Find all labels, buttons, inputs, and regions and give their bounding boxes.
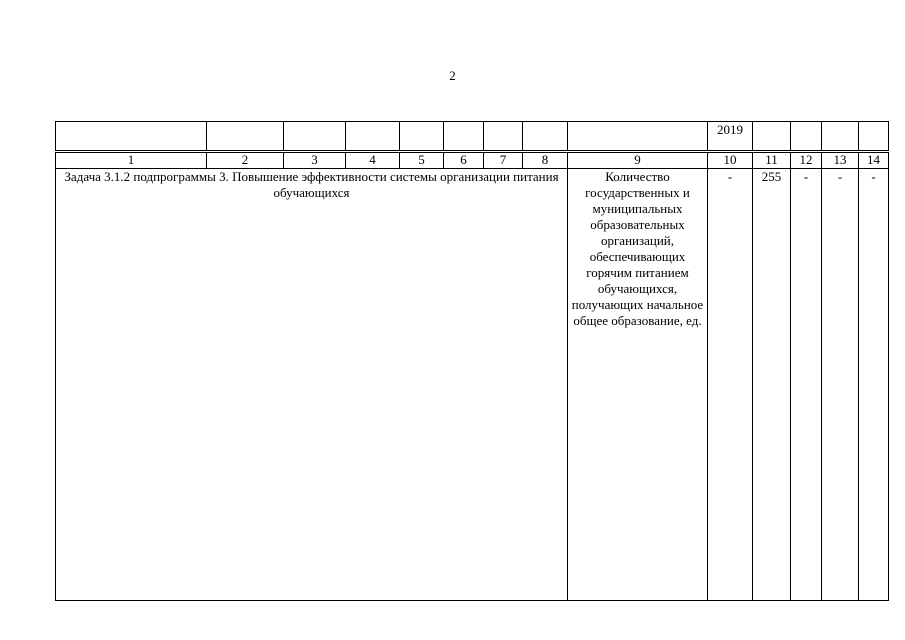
column-number: 6 [444, 152, 484, 169]
column-number: 11 [753, 152, 791, 169]
column-number-row [56, 152, 889, 169]
header-cell-6 [444, 122, 484, 152]
header-cell-13 [822, 122, 859, 152]
value-col14: - [859, 169, 889, 601]
column-number: 12 [791, 152, 822, 169]
header-row [56, 122, 889, 152]
column-number: 5 [400, 152, 444, 169]
data-table [55, 121, 889, 601]
column-number: 13 [822, 152, 859, 169]
column-number: 8 [523, 152, 568, 169]
header-cell-11 [753, 122, 791, 152]
page-number: 2 [449, 68, 456, 83]
table-row [56, 169, 889, 601]
header-cell-3 [284, 122, 346, 152]
column-number: 3 [284, 152, 346, 169]
header-cell-2 [207, 122, 284, 152]
column-number: 9 [568, 152, 708, 169]
header-cell-4 [346, 122, 400, 152]
value-col12: - [791, 169, 822, 601]
header-cell-12 [791, 122, 822, 152]
column-number: 7 [484, 152, 523, 169]
indicator-description: Количество государственных и муниципальных образовательных организаций, обеспечивающих горячим питанием обучающихся, получающих начальное общее образование, ед. [568, 169, 708, 601]
header-year: 2019 [708, 122, 753, 152]
column-number: 4 [346, 152, 400, 169]
value-col11: 255 [753, 169, 791, 601]
value-col10: - [708, 169, 753, 601]
task-description: Задача 3.1.2 подпрограммы 3. Повышение эффективности системы организации питания обучающихся [56, 169, 568, 601]
value-col13: - [822, 169, 859, 601]
header-cell-7 [484, 122, 523, 152]
column-number: 10 [708, 152, 753, 169]
header-cell-5 [400, 122, 444, 152]
column-number: 14 [859, 152, 889, 169]
column-number: 2 [207, 152, 284, 169]
header-cell-1 [56, 122, 207, 152]
header-cell-8 [523, 122, 568, 152]
header-cell-14 [859, 122, 889, 152]
header-cell-9 [568, 122, 708, 152]
column-number: 1 [56, 152, 207, 169]
